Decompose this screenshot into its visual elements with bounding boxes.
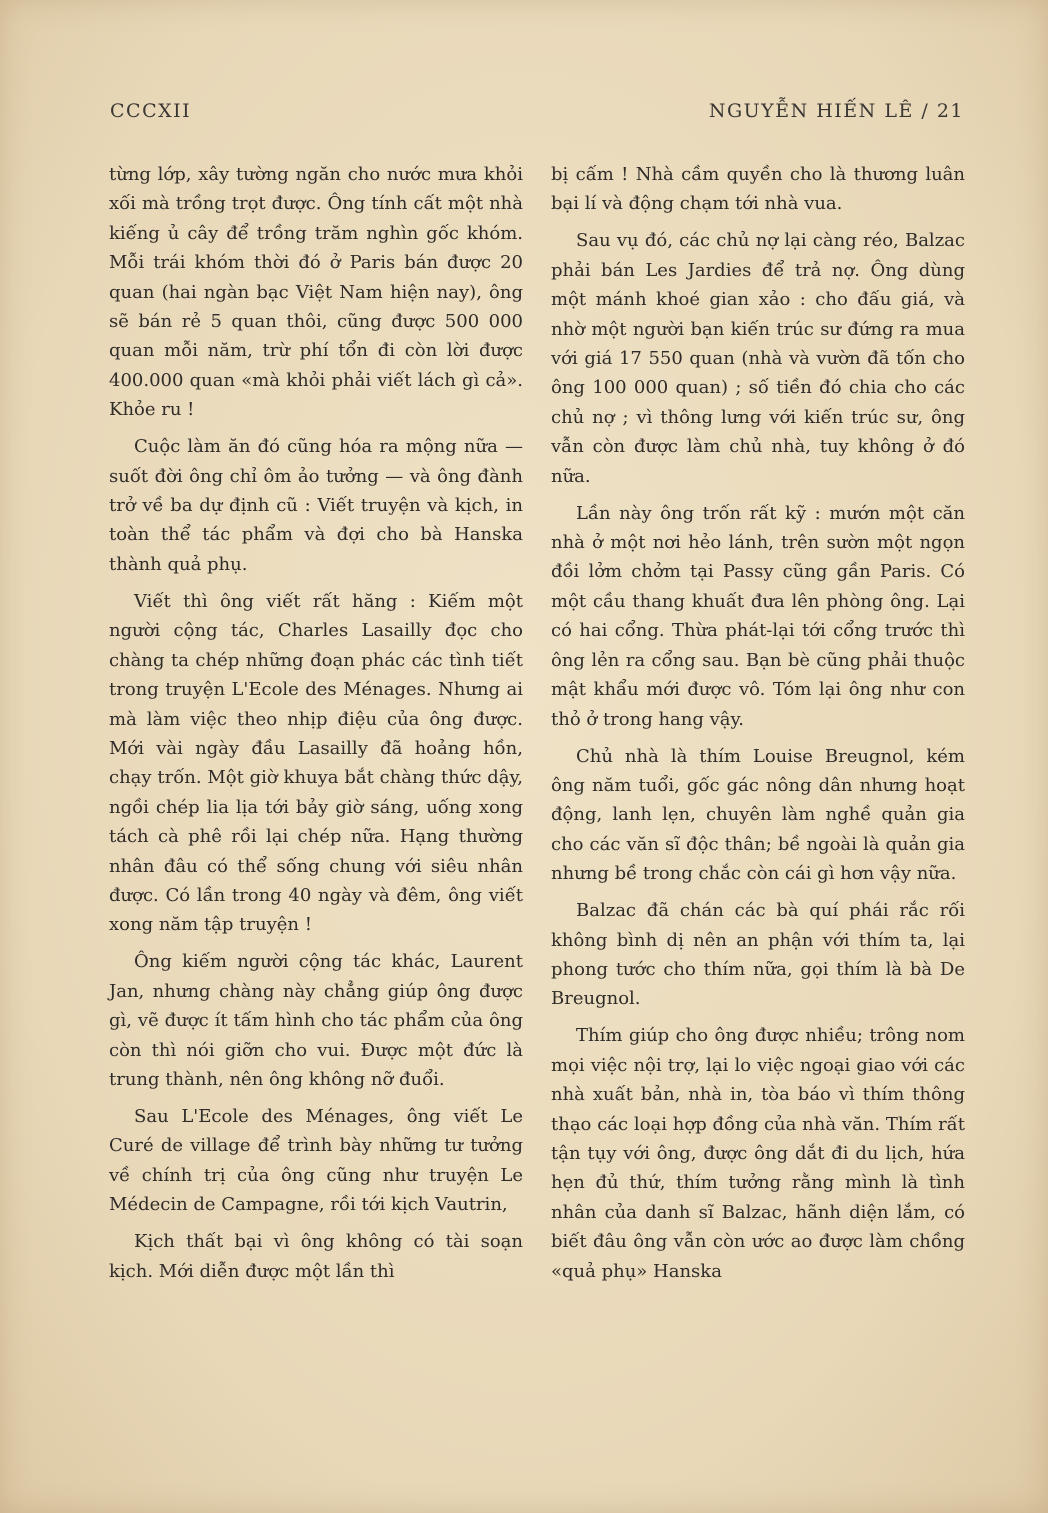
right-column	[551, 160, 965, 1286]
paragraph: Balzac đã chán các bà quí phái rắc rối không bình dị nên an phận với thím ta, lại phong tước cho thím nữa, gọi thím là bà De Breugnol.	[551, 900, 965, 1010]
paragraph: Kịch thất bại vì ông không có tài soạn kịch. Mới diễn được một lần thì	[109, 1231, 523, 1282]
paragraph: từng lớp, xây tường ngăn cho nước mưa khỏi xối mà trồng trọt được. Ông tính cất một nhà kiếng ủ cây để trồng trăm nghìn gốc khóm. Mỗi trái khóm thời đó ở Paris bán được 20 quan (hai ngàn bạc Việt Nam hiện nay), ông sẽ bán rẻ 5 quan thôi, cũng được 500 000 quan mỗi năm, trừ phí tổn đi còn lời được 400.000 quan «mà khỏi phải viết lách gì cả». Khỏe ru !	[109, 164, 523, 421]
paragraph: Viết thì ông viết rất hăng : Kiếm một người cộng tác, Charles Lasailly đọc cho chàng ta chép những đoạn phác các tình tiết trong truyện L'Ecole des Ménages. Nhưng ai mà làm việc theo nhịp điệu của ông được. Mới vài ngày đầu Lasailly đã hoảng hồn, chạy trốn. Một giờ khuya bắt chàng thức dậy, ngồi chép lia lịa tới bảy giờ sáng, uống xong tách cà phê rồi lại chép nữa. Hạng thường nhân đâu có thể sống chung với siêu nhân được. Có lần trong 40 ngày và đêm, ông viết xong năm tập truyện !	[109, 590, 523, 936]
paragraph: Sau vụ đó, các chủ nợ lại càng réo, Balzac phải bán Les Jardies để trả nợ. Ông dùng một mánh khoé gian xảo : cho đấu giá, và nhờ một người bạn kiến trúc sư đứng ra mua với giá 17 550 quan (nhà và vườn đã tốn cho ông 100 000 quan) ; số tiền đó chia cho các chủ nợ ; vì thông lưng với kiến trúc sư, ông vẫn còn được làm chủ nhà, tuy không ở đó nữa.	[551, 230, 965, 487]
paragraph: Lần này ông trốn rất kỹ : mướn một căn nhà ở một nơi hẻo lánh, trên sườn một ngọn đồi lởm chởm tại Passy cũng gần Paris. Có một cầu thang khuất đưa lên phòng ông. Lại có hai cổng. Thừa phát-lại tới cổng trước thì ông lẻn ra cổng sau. Bạn bè cũng phải thuộc mật khẩu mới được vô. Tóm lại ông như con thỏ ở trong hang vậy.	[551, 502, 965, 730]
paragraph: Chủ nhà là thím Louise Breugnol, kém ông năm tuổi, gốc gác nông dân nhưng hoạt động, lanh lẹn, chuyên làm nghề quản gia cho các văn sĩ độc thân; bề ngoài là quản gia nhưng bề trong chắc còn cái gì hơn vậy nữa.	[551, 745, 965, 885]
paragraph: bị cấm ! Nhà cầm quyền cho là thương luân bại lí và động chạm tới nhà vua.	[551, 164, 965, 215]
paragraph: Sau L'Ecole des Ménages, ông viết Le Curé de village để trình bày những tư tưởng về chính trị của ông cũng như truyện Le Médecin de Campagne, rồi tới kịch Vautrin,	[109, 1105, 523, 1216]
running-title: NGUYỄN HIẾN LÊ / 21	[708, 100, 964, 122]
page-header	[110, 100, 964, 130]
paragraph: Thím giúp cho ông được nhiều; trông nom mọi việc nội trợ, lại lo việc ngoại giao với các nhà xuất bản, nhà in, tòa báo vì thím thông thạo các loại hợp đồng của nhà văn. Thím rất tận tụy với ông, được ông dắt đi du lịch, hứa hẹn đủ thứ, thím tưởng rằng mình là tình nhân của danh sĩ Balzac, hãnh diện lắm, có biết đâu ông vẫn còn ước ao được làm chồng «quả phụ» Hanska	[551, 1025, 965, 1282]
roman-page-number: CCCXII	[110, 100, 192, 122]
left-column	[109, 160, 523, 1286]
paragraph: Ông kiếm người cộng tác khác, Laurent Jan, nhưng chàng này chẳng giúp ông được gì, vẽ được ít tấm hình cho tác phẩm của ông còn thì nói giỡn cho vui. Được một đức là trung thành, nên ông không nỡ đuổi.	[109, 951, 523, 1090]
paragraph: Cuộc làm ăn đó cũng hóa ra mộng nữa — suốt đời ông chỉ ôm ảo tưởng — và ông đành trở về ba dự định cũ : Viết truyện và kịch, in toàn thể tác phẩm và đợi cho bà Hanska thành quả phụ.	[109, 436, 523, 575]
